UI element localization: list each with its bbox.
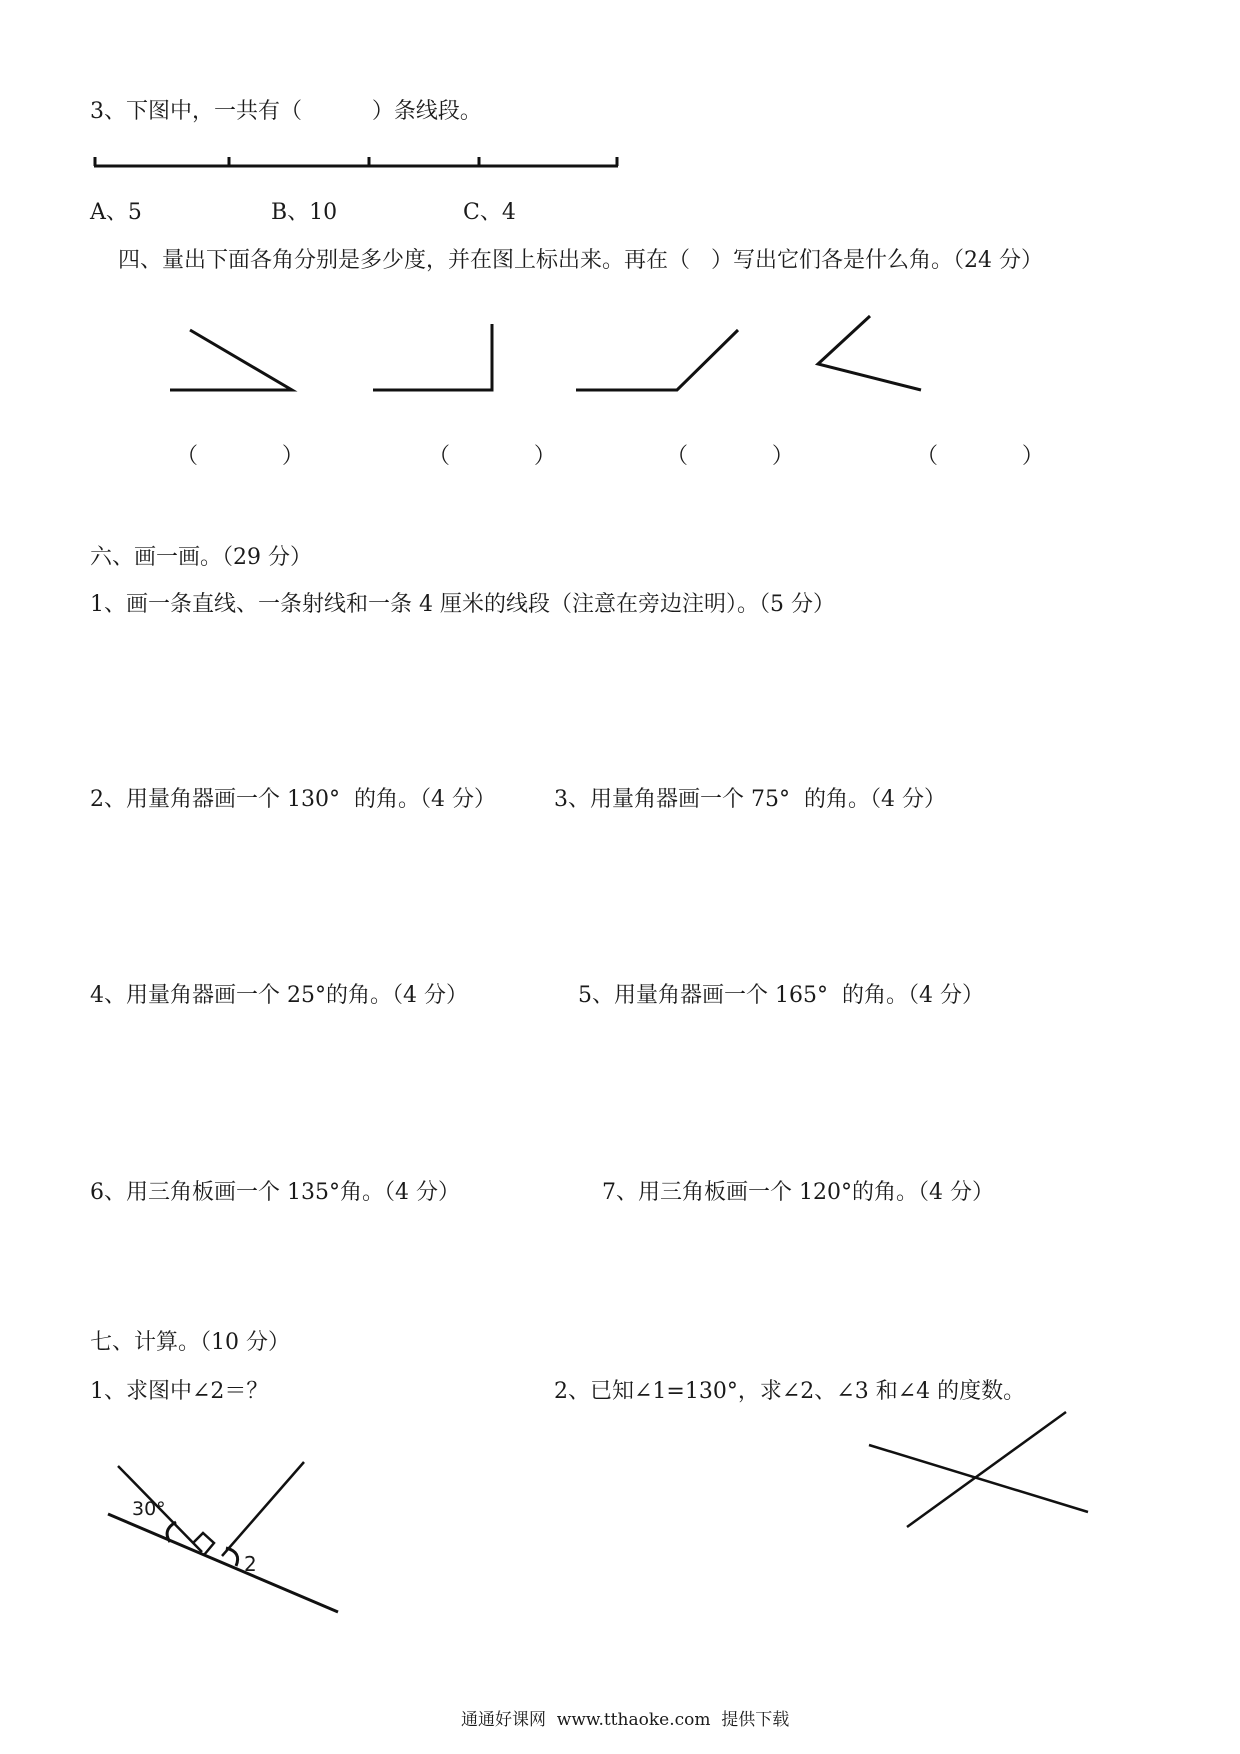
page-footer: 通通好课网 www.tthaoke.com 提供下载 [461,1710,790,1730]
right-ray [222,1462,304,1556]
section6-item-4: 4、用量角器画一个 25°的角。（4 分） [90,983,468,1008]
angle-blank-1[interactable]: （ ） [176,444,304,469]
q3-option-c: C、4 [463,200,516,225]
section6-title: 六、画一画。（29 分） [90,545,312,570]
q3-option-b: B、10 [271,200,338,225]
section4-title: 四、量出下面各角分别是多少度，并在图上标出来。再在（ ）写出它们各是什么角。（24 分） [118,248,1043,273]
angle-30-label: 30° [132,1498,166,1520]
section6-item-3: 3、用量角器画一个 75° 的角。（4 分） [554,787,946,812]
section6-item-5: 5、用量角器画一个 165° 的角。（4 分） [578,983,984,1008]
section6-item-6: 6、用三角板画一个 135°角。（4 分） [90,1180,460,1205]
angle-blank-3[interactable]: （ ） [666,444,794,469]
section7-item-2: 2、已知∠1=130°，求∠2、∠3 和∠4 的度数。 [554,1379,1026,1404]
base-line [108,1514,338,1612]
angle-blank-2[interactable]: （ ） [428,444,556,469]
section6-item-2: 2、用量角器画一个 130° 的角。（4 分） [90,787,496,812]
line-b [907,1412,1066,1527]
angle-2-label: 2 [244,1552,257,1576]
section6-item-1: 1、画一条直线、一条射线和一条 4 厘米的线段（注意在旁边注明）。（5 分） [90,592,835,617]
q3-text: 3、下图中，一共有（ ）条线段。 [90,99,482,124]
line-a [869,1445,1088,1512]
angle-blank-4[interactable]: （ ） [916,444,1044,469]
section7-item-1: 1、求图中∠2＝？ [90,1379,269,1404]
section7-title: 七、计算。（10 分） [90,1330,290,1355]
section6-item-7: 7、用三角板画一个 120°的角。（4 分） [602,1180,994,1205]
q3-option-a: A、5 [90,200,142,225]
